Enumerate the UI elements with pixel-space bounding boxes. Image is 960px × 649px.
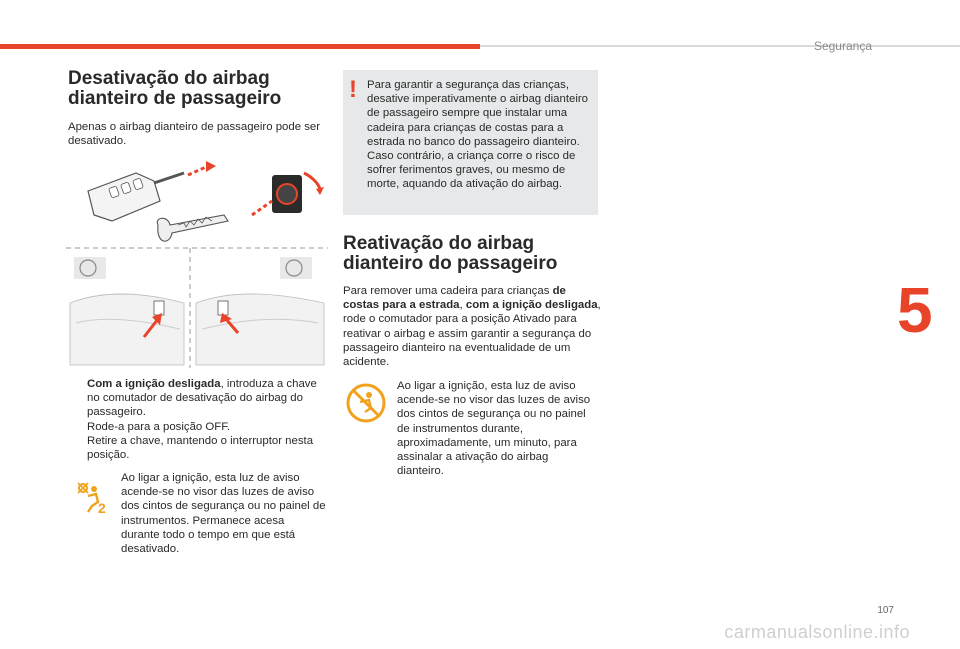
airbag-warning-icon — [345, 382, 387, 424]
section1-title: Desativação do airbag dianteiro de passageiro — [68, 68, 282, 109]
airbag-switch-dial — [252, 173, 324, 215]
warning-icon: ! — [349, 76, 357, 103]
steps-list — [68, 377, 330, 462]
list-item: Retire a chave, mantendo o interruptor nesta posição. — [87, 434, 314, 462]
indicator-note: Ao ligar a ignição, esta luz de aviso acende-se no visor das luzes de aviso dos cintos de segurança ou no painel de instrumentos durante, aproximadamente, um minuto, para assinalar a ativação do airbag dianteiro. — [397, 380, 591, 478]
section2-paragraph: Para remover uma cadeira para crianças de costas para a estrada, com a ignição desligada, rode o comutador para a posição Ativado para reativar o airbag e assim garantir a segurança do passageiro dianteiro na eventualidade de um acidente. — [343, 285, 601, 369]
section-label: Segurança — [813, 39, 872, 53]
header-accent-bar — [0, 44, 480, 49]
cabin-illustration — [70, 257, 324, 365]
airbag-off-icon — [74, 480, 110, 516]
indicator-note: Ao ligar a ignição, esta luz de aviso acende-se no visor das luzes de aviso dos cintos de segurança ou no painel de instrumentos. Permanece acesa durante todo o tempo em que está desativado. — [121, 472, 326, 556]
svg-text:2: 2 — [98, 500, 106, 516]
airbag-switch-illustration — [66, 153, 328, 368]
section1-intro: Apenas o airbag dianteiro de passageiro pode ser desativado. — [68, 121, 321, 148]
chapter-number: 5 — [897, 274, 933, 346]
page-number: 107 — [877, 605, 894, 616]
warning-text: Para garantir a segurança das crianças, desative imperativamente o airbag dianteiro de passageiro sempre que instalar uma cadeira para crianças de costas para a estrada no banco do passageiro dianteiro. Caso contrário, a criança corre o risco de sofrer ferimentos graves, ou mesmo de morte, aquando da ativação do airbag. — [367, 79, 588, 191]
watermark: carmanualsonline.info — [724, 622, 910, 642]
key-fob-illustration — [88, 173, 184, 221]
section2-title: Reativação do airbag dianteiro do passageiro — [343, 233, 558, 274]
header-rule — [480, 45, 960, 47]
list-item: Com a ignição desligada, introduza a chave no comutador de desativação do airbag do passageiro. — [87, 378, 317, 419]
list-item: Rode-a para a posição OFF. — [87, 420, 231, 433]
key-blade-illustration — [157, 215, 228, 241]
